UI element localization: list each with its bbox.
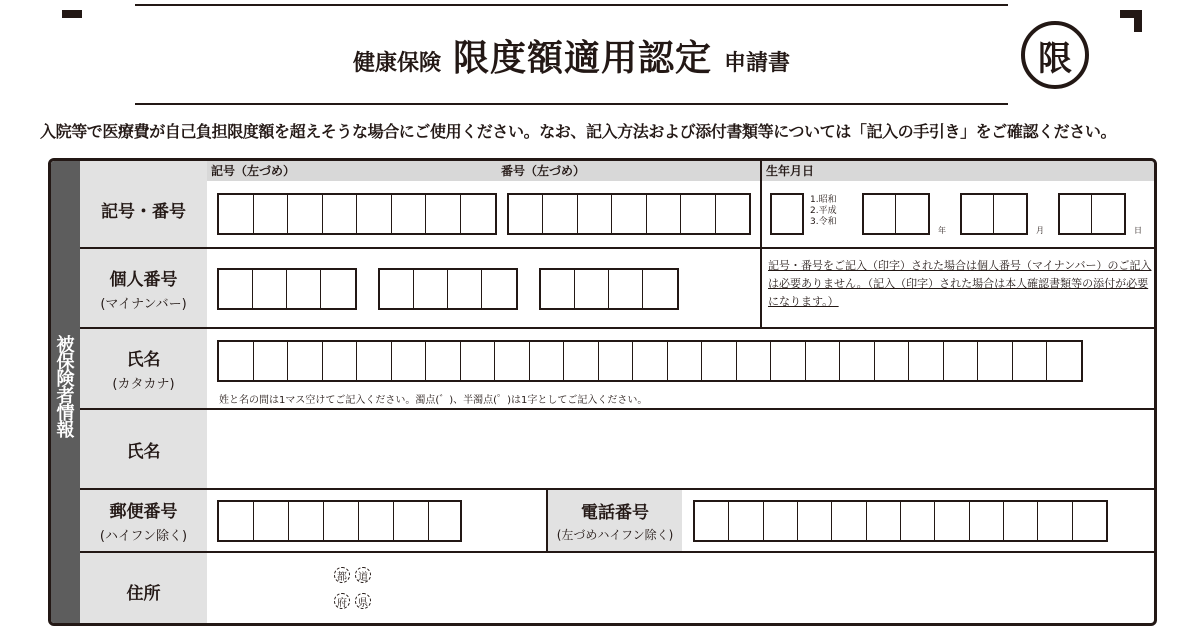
name-kana-box[interactable] — [806, 342, 841, 380]
label-cell-name — [80, 410, 207, 488]
tel-boxes[interactable] — [693, 500, 1108, 542]
name-kana-box[interactable] — [909, 342, 944, 380]
prefecture-mark-do[interactable]: 道 — [355, 567, 371, 583]
label-tel: 電話番号 — [581, 503, 649, 523]
my-number-boxes-1[interactable] — [217, 268, 357, 310]
my-number-box[interactable] — [575, 270, 609, 308]
bangou-input-boxes[interactable] — [507, 193, 751, 235]
bangou-box[interactable] — [509, 195, 543, 233]
row-postal-tel — [80, 490, 1154, 553]
name-kana-box[interactable] — [944, 342, 979, 380]
row-my-number — [80, 249, 1154, 329]
insured-info-table — [48, 158, 1157, 626]
label-cell-name-kana — [80, 329, 207, 408]
tel-box[interactable] — [1038, 502, 1072, 540]
tel-box[interactable] — [764, 502, 798, 540]
tel-box[interactable] — [832, 502, 866, 540]
label-cell-kigou-bangou — [80, 161, 207, 247]
day-box[interactable] — [1060, 195, 1092, 233]
bangou-box[interactable] — [716, 195, 749, 233]
name-kana-box[interactable] — [288, 342, 323, 380]
bangou-box[interactable] — [681, 195, 715, 233]
my-number-box[interactable] — [448, 270, 482, 308]
name-kana-box[interactable] — [564, 342, 599, 380]
unit-day: 日 — [1134, 226, 1142, 235]
title-main: 限度額適用認定 — [452, 38, 712, 79]
postal-box[interactable] — [324, 502, 359, 540]
tel-box[interactable] — [970, 502, 1004, 540]
row-name — [80, 410, 1154, 490]
birth-month-boxes[interactable] — [960, 193, 1028, 235]
label-kigou-bangou: 記号・番号 — [101, 201, 186, 222]
my-number-boxes-3[interactable] — [539, 268, 679, 310]
name-kana-box[interactable] — [599, 342, 634, 380]
postal-box[interactable] — [254, 502, 289, 540]
tel-box[interactable] — [1073, 502, 1106, 540]
side-label-char: 険 — [56, 369, 75, 390]
year-box[interactable] — [864, 195, 896, 233]
era-heisei: 2.平成 — [810, 206, 837, 216]
tel-box[interactable] — [729, 502, 763, 540]
name-kana-box[interactable] — [633, 342, 668, 380]
name-kana-box[interactable] — [771, 342, 806, 380]
form-title — [135, 30, 1008, 80]
name-kana-box[interactable] — [495, 342, 530, 380]
name-kana-box[interactable] — [737, 342, 772, 380]
birth-era-box[interactable] — [770, 193, 804, 235]
year-box[interactable] — [896, 195, 928, 233]
header-bangou: 番号（左づめ） — [501, 164, 586, 178]
kigou-box[interactable] — [219, 195, 254, 233]
postal-box[interactable] — [289, 502, 324, 540]
name-kana-box[interactable] — [978, 342, 1013, 380]
name-kana-box[interactable] — [357, 342, 392, 380]
label-postal: 郵便番号 — [109, 502, 178, 522]
postal-box[interactable] — [219, 502, 254, 540]
name-kana-box[interactable] — [702, 342, 737, 380]
postal-box[interactable] — [394, 502, 429, 540]
bangou-box[interactable] — [612, 195, 646, 233]
my-number-box[interactable] — [482, 270, 516, 308]
my-number-box[interactable] — [380, 270, 414, 308]
divider-my-number-note — [760, 249, 762, 327]
name-kana-note: 姓と名の間は1マス空けてご記入ください。濁点(゛)、半濁点(゜)は1字としてご記入ください。 — [219, 395, 648, 406]
prefecture-mark-fu[interactable]: 府 — [334, 593, 350, 609]
title-prefix: 健康保険 — [352, 51, 441, 76]
name-kana-box[interactable] — [426, 342, 461, 380]
name-kana-box[interactable] — [1047, 342, 1081, 380]
label-my-number: 個人番号 — [109, 269, 178, 290]
kigou-box[interactable] — [357, 195, 392, 233]
era-options — [810, 195, 837, 228]
tel-box[interactable] — [695, 502, 729, 540]
registration-mark-top-right-vertical — [1134, 10, 1142, 32]
postal-box[interactable] — [429, 502, 460, 540]
sublabel-postal: (ハイフン除く) — [99, 529, 188, 544]
title-suffix: 申請書 — [724, 51, 791, 76]
tel-box[interactable] — [901, 502, 935, 540]
name-kana-box[interactable] — [875, 342, 910, 380]
side-label-char: 被 — [56, 335, 75, 356]
side-label-char: 者 — [56, 386, 75, 407]
label-cell-postal — [80, 490, 207, 551]
label-cell-address — [80, 553, 207, 626]
name-kana-box[interactable] — [323, 342, 358, 380]
birth-day-boxes[interactable] — [1058, 193, 1126, 235]
my-number-box[interactable] — [541, 270, 575, 308]
kigou-box[interactable] — [323, 195, 358, 233]
unit-year: 年 — [938, 226, 946, 235]
name-field[interactable] — [207, 410, 1154, 488]
row-name-kana — [80, 329, 1154, 410]
label-name: 氏名 — [126, 441, 161, 462]
kigou-input-boxes[interactable] — [217, 193, 497, 235]
era-showa: 1.昭和 — [810, 195, 837, 205]
bangou-box[interactable] — [578, 195, 612, 233]
label-cell-my-number — [80, 249, 207, 327]
birth-year-boxes[interactable] — [862, 193, 930, 235]
kigou-box[interactable] — [254, 195, 289, 233]
kigou-box[interactable] — [392, 195, 427, 233]
address-field[interactable] — [207, 553, 1154, 626]
name-kana-boxes[interactable] — [217, 340, 1083, 382]
my-number-box[interactable] — [321, 270, 355, 308]
name-kana-box[interactable] — [219, 342, 254, 380]
bangou-box[interactable] — [543, 195, 577, 233]
label-cell-tel — [548, 490, 682, 551]
kigou-box[interactable] — [426, 195, 461, 233]
kigou-box[interactable] — [288, 195, 323, 233]
registration-mark-top-left — [62, 10, 82, 18]
row-kigou-bangou — [80, 161, 1154, 249]
instruction-text: 入院等で医療費が自己負担限度額を超えそうな場合にご使用ください。なお、記入方法および添付書類等については「記入の手引き」をご確認ください。 — [40, 122, 1117, 141]
month-box[interactable] — [962, 195, 994, 233]
name-kana-box[interactable] — [1013, 342, 1048, 380]
header-birthdate: 生年月日 — [762, 161, 1154, 181]
prefecture-mark-ken[interactable]: 県 — [355, 593, 371, 609]
row-address — [80, 553, 1154, 626]
header-kigou-bangou — [207, 161, 760, 181]
month-box[interactable] — [994, 195, 1026, 233]
day-box[interactable] — [1092, 195, 1124, 233]
side-label-char: 保 — [56, 352, 75, 373]
era-box[interactable] — [772, 195, 802, 233]
sublabel-tel: (左づめハイフン除く) — [556, 528, 674, 542]
name-kana-box[interactable] — [530, 342, 565, 380]
my-number-box[interactable] — [643, 270, 677, 308]
name-kana-box[interactable] — [668, 342, 703, 380]
my-number-box[interactable] — [253, 270, 287, 308]
gen-badge: 限 — [1021, 21, 1089, 89]
my-number-box[interactable] — [219, 270, 253, 308]
my-number-box[interactable] — [609, 270, 643, 308]
unit-month: 月 — [1036, 226, 1044, 235]
section-label-insured-info — [51, 337, 80, 439]
name-kana-box[interactable] — [392, 342, 427, 380]
tel-box[interactable] — [867, 502, 901, 540]
kigou-box[interactable] — [461, 195, 495, 233]
prefecture-mark-to[interactable]: 都 — [334, 567, 350, 583]
header-kigou: 記号（左づめ） — [211, 164, 296, 178]
my-number-box[interactable] — [414, 270, 448, 308]
tel-box[interactable] — [935, 502, 969, 540]
my-number-boxes-2[interactable] — [378, 268, 518, 310]
side-label-char: 情 — [56, 403, 75, 424]
label-name-kana: 氏名 — [126, 350, 161, 370]
postal-code-boxes[interactable] — [217, 500, 462, 542]
title-rule-bottom — [135, 103, 1008, 105]
sublabel-my-number: (マイナンバー) — [100, 296, 187, 312]
my-number-box[interactable] — [287, 270, 321, 308]
label-address: 住所 — [126, 583, 161, 604]
bangou-box[interactable] — [647, 195, 681, 233]
tel-box[interactable] — [1004, 502, 1038, 540]
name-kana-box[interactable] — [461, 342, 496, 380]
name-kana-box[interactable] — [840, 342, 875, 380]
tel-box[interactable] — [798, 502, 832, 540]
sublabel-name-kana: (カタカナ) — [112, 377, 175, 392]
my-number-note: 記号・番号をご記入（印字）された場合は個人番号（マイナンバー）のご記入は必要ありません。（記入（印字）された場合は本人確認書類等の添付が必要になります。） — [768, 259, 1152, 308]
title-rule-top — [135, 4, 1008, 6]
name-kana-box[interactable] — [254, 342, 289, 380]
side-label-char: 報 — [56, 420, 75, 441]
postal-box[interactable] — [359, 502, 394, 540]
era-reiwa: 3.令和 — [810, 217, 837, 227]
